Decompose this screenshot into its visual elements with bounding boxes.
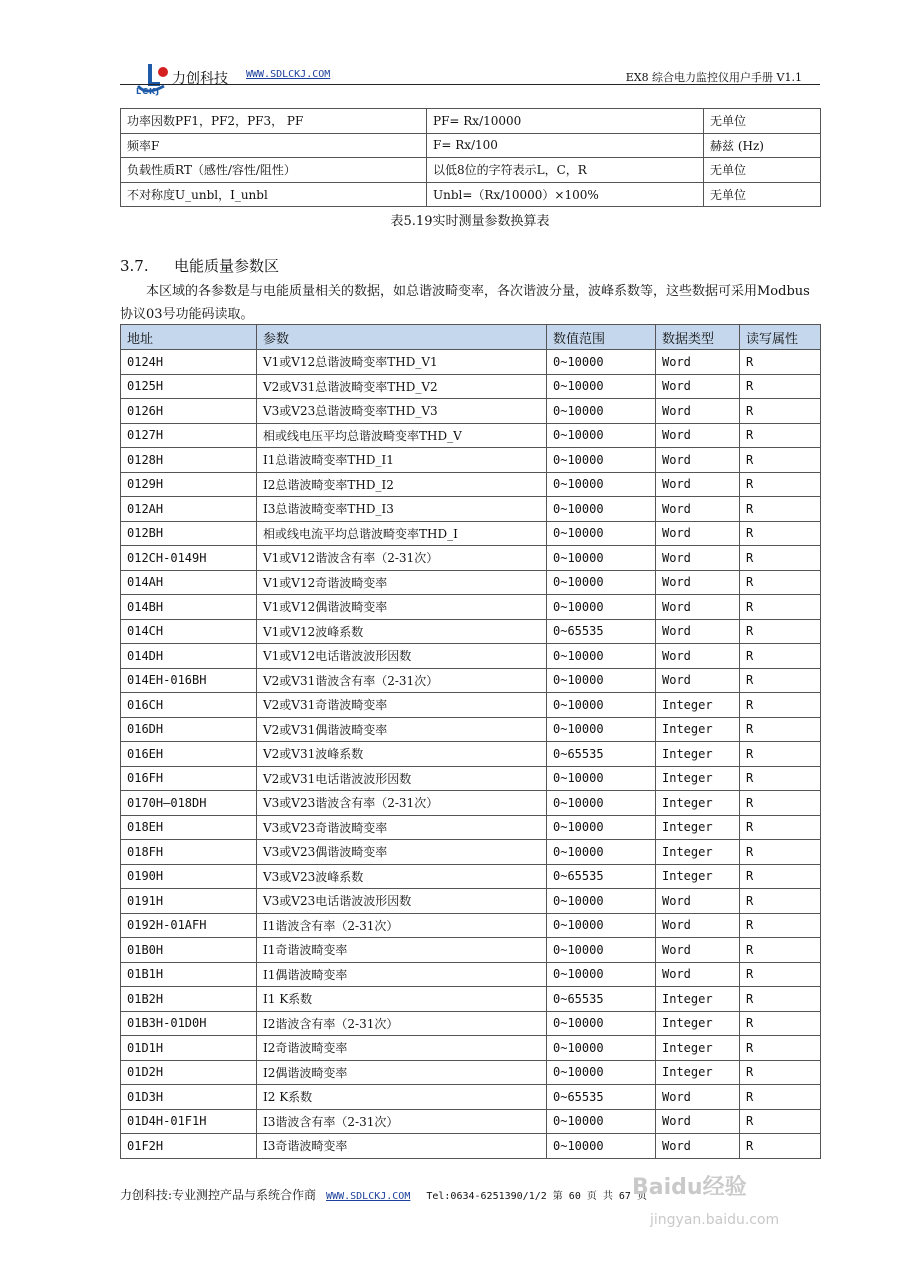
table-row [121, 182, 821, 207]
table-row [121, 742, 821, 767]
table-row [121, 1036, 821, 1061]
address-cell: 014AH [121, 570, 257, 595]
access-cell: R [740, 472, 821, 497]
data-type-cell: Word [656, 889, 740, 914]
range-cell: 0~10000 [547, 938, 656, 963]
range-cell: 0~10000 [547, 595, 656, 620]
access-cell: R [740, 399, 821, 424]
access-cell: R [740, 350, 821, 375]
table-row [121, 1011, 821, 1036]
access-cell: R [740, 864, 821, 889]
table-row [121, 619, 821, 644]
header-website-link[interactable]: WWW.SDLCKJ.COM [246, 69, 331, 80]
table-row [121, 840, 821, 865]
parameter-cell: V1或V12波峰系数 [257, 619, 547, 644]
range-cell: 0~10000 [547, 521, 656, 546]
parameter-cell: I1谐波含有率（2-31次） [257, 913, 547, 938]
parameter-cell: I2总谐波畸变率THD_I2 [257, 472, 547, 497]
range-cell: 0~10000 [547, 350, 656, 375]
table-row [121, 374, 821, 399]
range-cell: 0~10000 [547, 815, 656, 840]
data-type-cell: Word [656, 448, 740, 473]
data-type-cell: Word [656, 423, 740, 448]
watermark-main: Baidu经验 [632, 1175, 747, 1200]
address-cell: 0124H [121, 350, 257, 375]
parameter-cell: V3或V23电话谐波波形因数 [257, 889, 547, 914]
parameter-cell: I2奇谐波畸变率 [257, 1036, 547, 1061]
conversion-parameter-cell: 负载性质RT（感性/容性/阻性） [121, 158, 427, 183]
header-access: 读写属性 [740, 325, 821, 350]
address-cell: 018EH [121, 815, 257, 840]
watermark [632, 1170, 780, 1228]
address-cell: 0127H [121, 423, 257, 448]
data-type-cell: Integer [656, 1060, 740, 1085]
parameter-cell: I1总谐波畸变率THD_I1 [257, 448, 547, 473]
data-type-cell: Integer [656, 1036, 740, 1061]
header-range: 数值范围 [547, 325, 656, 350]
conversion-formula-cell: PF= Rx/10000 [427, 109, 704, 134]
parameter-cell: V3或V23谐波含有率（2-31次） [257, 791, 547, 816]
parameter-cell: V3或V23奇谐波畸变率 [257, 815, 547, 840]
address-cell: 016CH [121, 693, 257, 718]
table-row [121, 570, 821, 595]
access-cell: R [740, 1134, 821, 1159]
parameter-cell: V1或V12奇谐波畸变率 [257, 570, 547, 595]
table-header-row [121, 325, 821, 350]
range-cell: 0~10000 [547, 962, 656, 987]
address-cell: 018FH [121, 840, 257, 865]
data-type-cell: Integer [656, 766, 740, 791]
header-parameter: 参数 [257, 325, 547, 350]
section-number: 3.7. [120, 257, 149, 275]
access-cell: R [740, 570, 821, 595]
access-cell: R [740, 668, 821, 693]
address-cell: 01B0H [121, 938, 257, 963]
parameter-cell: 相或线电压平均总谐波畸变率THD_V [257, 423, 547, 448]
footer-text: 力创科技:专业测控产品与系统合作商 [120, 1188, 317, 1202]
table-row [121, 546, 821, 571]
data-type-cell: Integer [656, 742, 740, 767]
parameter-cell: V1或V12电话谐波波形因数 [257, 644, 547, 669]
address-cell: 016FH [121, 766, 257, 791]
data-type-cell: Integer [656, 717, 740, 742]
table-row [121, 472, 821, 497]
table-row [121, 350, 821, 375]
parameter-cell: V2或V31偶谐波畸变率 [257, 717, 547, 742]
access-cell: R [740, 595, 821, 620]
page-header [120, 58, 820, 98]
data-type-cell: Word [656, 497, 740, 522]
data-type-cell: Integer [656, 987, 740, 1012]
parameter-cell: V2或V31谐波含有率（2-31次） [257, 668, 547, 693]
address-cell: 0126H [121, 399, 257, 424]
access-cell: R [740, 546, 821, 571]
parameter-cell: I2偶谐波畸变率 [257, 1060, 547, 1085]
footer-tel-page: Tel:0634-6251390/1/2 第 60 页 共 67 页 [426, 1191, 647, 1202]
range-cell: 0~10000 [547, 644, 656, 669]
address-cell: 01B3H-01D0H [121, 1011, 257, 1036]
data-type-cell: Word [656, 570, 740, 595]
address-cell: 01D3H [121, 1085, 257, 1110]
data-type-cell: Integer [656, 791, 740, 816]
parameter-cell: I1奇谐波畸变率 [257, 938, 547, 963]
table-row [121, 399, 821, 424]
table-row [121, 595, 821, 620]
address-cell: 012AH [121, 497, 257, 522]
data-type-cell: Word [656, 595, 740, 620]
conversion-formula-cell: F= Rx/100 [427, 133, 704, 158]
address-cell: 014DH [121, 644, 257, 669]
table-row [121, 791, 821, 816]
range-cell: 0~10000 [547, 889, 656, 914]
conversion-unit-cell: 赫兹 (Hz) [704, 133, 821, 158]
access-cell: R [740, 1036, 821, 1061]
access-cell: R [740, 1060, 821, 1085]
page-footer [120, 1186, 647, 1203]
range-cell: 0~10000 [547, 913, 656, 938]
table-row [121, 987, 821, 1012]
conversion-table [120, 108, 821, 207]
data-type-cell: Word [656, 938, 740, 963]
access-cell: R [740, 889, 821, 914]
table-row [121, 1060, 821, 1085]
logo-text: LCKJ [136, 87, 161, 96]
table-row [121, 1109, 821, 1134]
conversion-formula-cell: Unbl=（Rx/10000）×100% [427, 182, 704, 207]
access-cell: R [740, 693, 821, 718]
range-cell: 0~10000 [547, 497, 656, 522]
data-type-cell: Word [656, 350, 740, 375]
parameter-cell: V1或V12谐波含有率（2-31次） [257, 546, 547, 571]
table-row [121, 1085, 821, 1110]
address-cell: 0192H-01AFH [121, 913, 257, 938]
conversion-unit-cell: 无单位 [704, 182, 821, 207]
data-type-cell: Word [656, 1085, 740, 1110]
table-row [121, 913, 821, 938]
range-cell: 0~10000 [547, 766, 656, 791]
range-cell: 0~10000 [547, 570, 656, 595]
access-cell: R [740, 521, 821, 546]
table-caption: 表5.19实时测量参数换算表 [390, 214, 550, 229]
parameter-cell: I3总谐波畸变率THD_I3 [257, 497, 547, 522]
table-row [121, 1134, 821, 1159]
access-cell: R [740, 448, 821, 473]
data-type-cell: Integer [656, 864, 740, 889]
parameter-cell: V3或V23波峰系数 [257, 864, 547, 889]
range-cell: 0~10000 [547, 546, 656, 571]
range-cell: 0~10000 [547, 472, 656, 497]
address-cell: 0125H [121, 374, 257, 399]
address-cell: 01B2H [121, 987, 257, 1012]
data-type-cell: Word [656, 644, 740, 669]
table-row [121, 668, 821, 693]
table-row [121, 717, 821, 742]
parameter-cell: V2或V31总谐波畸变率THD_V2 [257, 374, 547, 399]
conversion-parameter-cell: 功率因数PF1，PF2，PF3， PF [121, 109, 427, 134]
address-cell: 014BH [121, 595, 257, 620]
address-cell: 012CH-0149H [121, 546, 257, 571]
section-paragraph: 本区域的各参数是与电能质量相关的数据，如总谐波畸变率，各次谐波分量，波峰系数等，这些数据可采用Modbus协议03号功能码读取。 [120, 284, 810, 322]
conversion-parameter-cell: 不对称度U_unbl，I_unbl [121, 182, 427, 207]
access-cell: R [740, 1011, 821, 1036]
section-heading [120, 255, 279, 276]
data-type-cell: Integer [656, 815, 740, 840]
access-cell: R [740, 766, 821, 791]
parameter-cell: I2 K系数 [257, 1085, 547, 1110]
data-type-cell: Word [656, 913, 740, 938]
access-cell: R [740, 962, 821, 987]
address-cell: 0129H [121, 472, 257, 497]
range-cell: 0~10000 [547, 840, 656, 865]
address-cell: 016EH [121, 742, 257, 767]
table-row [121, 448, 821, 473]
range-cell: 0~10000 [547, 423, 656, 448]
data-type-cell: Word [656, 1134, 740, 1159]
table-row [121, 962, 821, 987]
parameter-cell: I1偶谐波畸变率 [257, 962, 547, 987]
range-cell: 0~65535 [547, 742, 656, 767]
range-cell: 0~10000 [547, 448, 656, 473]
access-cell: R [740, 1109, 821, 1134]
range-cell: 0~65535 [547, 1085, 656, 1110]
range-cell: 0~10000 [547, 1036, 656, 1061]
conversion-unit-cell: 无单位 [704, 109, 821, 134]
address-cell: 0128H [121, 448, 257, 473]
address-cell: 014EH-016BH [121, 668, 257, 693]
range-cell: 0~65535 [547, 619, 656, 644]
access-cell: R [740, 913, 821, 938]
conversion-unit-cell: 无单位 [704, 158, 821, 183]
data-type-cell: Word [656, 521, 740, 546]
range-cell: 0~65535 [547, 864, 656, 889]
conversion-formula-cell: 以低8位的字符表示L，C，R [427, 158, 704, 183]
access-cell: R [740, 791, 821, 816]
table-row [121, 693, 821, 718]
range-cell: 0~10000 [547, 1134, 656, 1159]
range-cell: 0~10000 [547, 399, 656, 424]
table-row [121, 133, 821, 158]
parameter-cell: I3谐波含有率（2-31次） [257, 1109, 547, 1134]
section-title: 电能质量参数区 [174, 257, 280, 275]
data-type-cell: Word [656, 1109, 740, 1134]
access-cell: R [740, 497, 821, 522]
table-row [121, 815, 821, 840]
register-table [120, 324, 821, 1159]
company-name: 力创科技 [172, 71, 228, 87]
access-cell: R [740, 1085, 821, 1110]
access-cell: R [740, 619, 821, 644]
address-cell: 01F2H [121, 1134, 257, 1159]
table-row [121, 889, 821, 914]
range-cell: 0~10000 [547, 1109, 656, 1134]
address-cell: 01D2H [121, 1060, 257, 1085]
access-cell: R [740, 423, 821, 448]
access-cell: R [740, 840, 821, 865]
data-type-cell: Word [656, 399, 740, 424]
table-row [121, 938, 821, 963]
header-divider [120, 84, 820, 85]
table-row [121, 644, 821, 669]
parameter-cell: V2或V31奇谐波畸变率 [257, 693, 547, 718]
address-cell: 012BH [121, 521, 257, 546]
range-cell: 0~65535 [547, 987, 656, 1012]
data-type-cell: Integer [656, 1011, 740, 1036]
parameter-cell: V2或V31电话谐波波形因数 [257, 766, 547, 791]
watermark-sub: jingyan.baidu.com [650, 1212, 780, 1228]
table-row [121, 109, 821, 134]
parameter-cell: V3或V23总谐波畸变率THD_V3 [257, 399, 547, 424]
manual-title: EX8 综合电力监控仪用户手册 V1.1 [625, 71, 802, 84]
table-row [121, 158, 821, 183]
table-row [121, 423, 821, 448]
range-cell: 0~10000 [547, 1011, 656, 1036]
address-cell: 0191H [121, 889, 257, 914]
parameter-cell: V1或V12偶谐波畸变率 [257, 595, 547, 620]
header-data-type: 数据类型 [656, 325, 740, 350]
parameter-cell: I2谐波含有率（2-31次） [257, 1011, 547, 1036]
address-cell: 01D4H-01F1H [121, 1109, 257, 1134]
data-type-cell: Word [656, 374, 740, 399]
range-cell: 0~10000 [547, 668, 656, 693]
parameter-cell: I1 K系数 [257, 987, 547, 1012]
address-cell: 01D1H [121, 1036, 257, 1061]
table-row [121, 497, 821, 522]
parameter-cell: V2或V31波峰系数 [257, 742, 547, 767]
header-address: 地址 [121, 325, 257, 350]
conversion-parameter-cell: 频率F [121, 133, 427, 158]
table-row [121, 766, 821, 791]
address-cell: 01B1H [121, 962, 257, 987]
parameter-cell: V3或V23偶谐波畸变率 [257, 840, 547, 865]
access-cell: R [740, 742, 821, 767]
range-cell: 0~10000 [547, 374, 656, 399]
table-row [121, 521, 821, 546]
parameter-cell: V1或V12总谐波畸变率THD_V1 [257, 350, 547, 375]
access-cell: R [740, 374, 821, 399]
access-cell: R [740, 938, 821, 963]
data-type-cell: Integer [656, 840, 740, 865]
range-cell: 0~10000 [547, 693, 656, 718]
address-cell: 016DH [121, 717, 257, 742]
footer-website-link[interactable]: WWW.SDLCKJ.COM [326, 1191, 411, 1202]
range-cell: 0~10000 [547, 791, 656, 816]
data-type-cell: Integer [656, 693, 740, 718]
address-cell: 0190H [121, 864, 257, 889]
parameter-cell: I3奇谐波畸变率 [257, 1134, 547, 1159]
address-cell: 0170H—018DH [121, 791, 257, 816]
parameter-cell: 相或线电流平均总谐波畸变率THD_I [257, 521, 547, 546]
data-type-cell: Word [656, 472, 740, 497]
data-type-cell: Word [656, 546, 740, 571]
table-row [121, 864, 821, 889]
data-type-cell: Word [656, 668, 740, 693]
data-type-cell: Word [656, 619, 740, 644]
access-cell: R [740, 815, 821, 840]
access-cell: R [740, 717, 821, 742]
access-cell: R [740, 987, 821, 1012]
data-type-cell: Word [656, 962, 740, 987]
range-cell: 0~10000 [547, 1060, 656, 1085]
access-cell: R [740, 644, 821, 669]
address-cell: 014CH [121, 619, 257, 644]
range-cell: 0~10000 [547, 717, 656, 742]
